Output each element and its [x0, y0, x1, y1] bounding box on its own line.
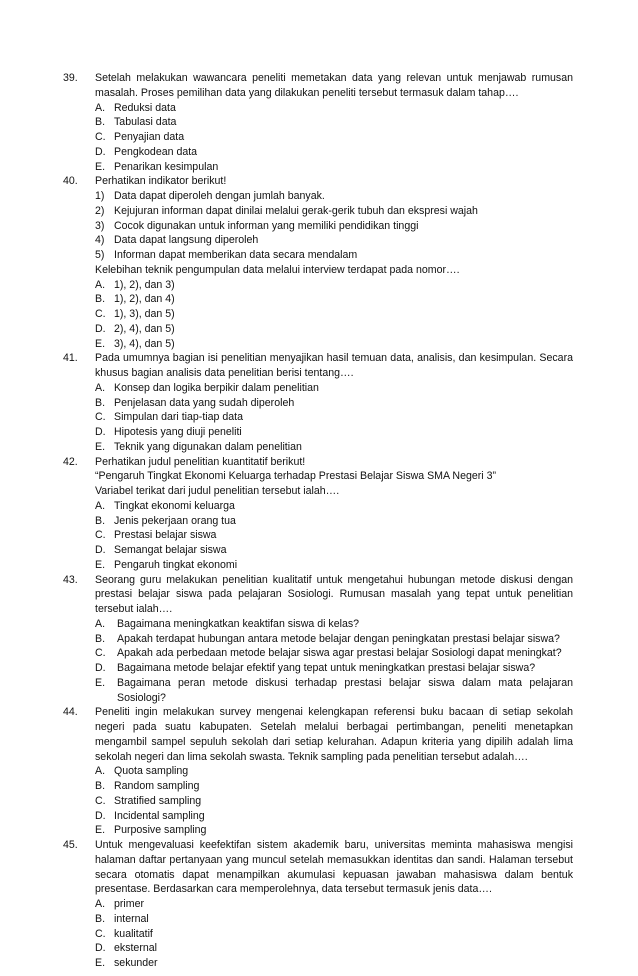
- question-39: [63, 71, 573, 174]
- question-42: [63, 455, 573, 573]
- question-prompt: Variabel terikat dari judul penelitian tersebut ialah….: [95, 485, 340, 497]
- question-number: 45.: [63, 839, 78, 851]
- option-c: C. Apakah ada perbedaan metode belajar siswa agar prestasi belajar Sosiologi dapat meningkat?: [95, 647, 562, 660]
- question-number: 42.: [63, 455, 78, 468]
- option-d: D. Incidental sampling: [95, 809, 205, 822]
- question-text: Pada umumnya bagian isi penelitian menyajikan hasil temuan data, analisis, dan kesimpulan. Secara khusus bagian analisis data penelitian berisi tentang….: [95, 352, 573, 379]
- research-title-quote: “Pengaruh Tingkat Ekonomi Keluarga terhadap Prestasi Belajar Siswa SMA Negeri 3”: [95, 470, 497, 483]
- option-b: B. 1), 2), dan 4): [95, 293, 175, 306]
- option-c: C. Simpulan dari tiap-tiap data: [95, 411, 243, 424]
- question-41: [63, 351, 573, 454]
- option-c: C. Prestasi belajar siswa: [95, 529, 217, 542]
- question-text: Perhatikan indikator berikut!: [95, 175, 227, 188]
- indicator-item: 2) Kejujuran informan dapat dinilai melalui gerak-gerik tubuh dan ekspresi wajah: [95, 204, 478, 217]
- option-b: B. Apakah terdapat hubungan antara metode belajar dengan peningkatan prestasi belajar siswa?: [95, 632, 560, 645]
- indicator-item: 5) Informan dapat memberikan data secara mendalam: [95, 249, 358, 261]
- option-d: D. Hipotesis yang diuji peneliti: [95, 426, 242, 438]
- question-text: Peneliti ingin melakukan survey mengenai kelengkapan referensi buku bacaan di setiap sekolah negeri pada suatu kabupaten. Setelah melalui berbagai pertimbangan, peneliti menetapkan mengambil sampel sepuluh sekolah dari setiap kelurahan. Adapun kriteria yang dipilih adalah lima sekolah negeri dan lima sekolah swasta. Teknik sampling pada penelitian tersebut adalah….: [95, 706, 573, 763]
- option-a: A. Tingkat ekonomi keluarga: [95, 499, 235, 512]
- option-a: A. primer: [95, 898, 145, 910]
- question-number: 40.: [63, 175, 78, 188]
- option-a: A. Reduksi data: [95, 101, 176, 114]
- option-c: C. Penyajian data: [95, 131, 185, 143]
- question-40: [63, 174, 573, 351]
- option-b: B. internal: [95, 912, 149, 925]
- option-c: C. Stratified sampling: [95, 794, 202, 807]
- option-d: D. Semangat belajar siswa: [95, 544, 227, 556]
- question-list: [63, 71, 573, 971]
- option-e: E. 3), 4), dan 5): [95, 337, 175, 350]
- option-b: B. Random sampling: [95, 780, 200, 792]
- option-e: E. Teknik yang digunakan dalam penelitian: [95, 440, 302, 453]
- option-a: A. 1), 2), dan 3): [95, 278, 175, 291]
- option-a: A. Bagaimana meningkatkan keaktifan siswa di kelas?: [95, 617, 360, 630]
- option-b: B. Penjelasan data yang sudah diperoleh: [95, 396, 295, 409]
- question-text: Seorang guru melakukan penelitian kualitatif untuk mengetahui hubungan metode diskusi dengan prestasi belajar siswa pada pelajaran Sosiologi. Rumusan masalah yang tepat untuk penelitian tersebut ialah….: [95, 573, 573, 615]
- question-text: Untuk mengevaluasi keefektifan sistem akademik baru, universitas meminta mahasiswa mengisi halaman daftar pertanyaan yang muncul setelah memasukkan identitas dan sandi. Halaman tersebut secara otomatis dapat menampilkan akumulasi kepuasan jawaban mahasiswa dalam bentuk presentase. Berdasarkan cara memperolehnya, data tersebut termasuk jenis data….: [95, 839, 573, 896]
- question-44: [63, 705, 573, 838]
- option-d: D. Bagaimana metode belajar efektif yang tepat untuk meningkatkan prestasi belajar siswa?: [95, 662, 536, 674]
- question-number: 44.: [63, 706, 78, 719]
- option-d: D. Pengkodean data: [95, 145, 198, 158]
- option-e: E. Pengaruh tingkat ekonomi: [95, 558, 238, 571]
- question-prompt: Kelebihan teknik pengumpulan data melalui interview terdapat pada nomor….: [95, 263, 460, 276]
- option-e: E. sekunder: [95, 957, 158, 969]
- question-number: 41.: [63, 352, 78, 365]
- option-c: C. 1), 3), dan 5): [95, 308, 175, 320]
- question-number: 43.: [63, 573, 78, 586]
- option-c: C. kualitatif: [95, 927, 153, 940]
- question-text: Setelah melakukan wawancara peneliti memetakan data yang relevan untuk menjawab rumusan masalah. Proses pemilihan data yang dilakukan peneliti tersebut termasuk dalam tahap….: [95, 72, 573, 99]
- option-d: D. 2), 4), dan 5): [95, 322, 175, 335]
- question-number: 39.: [63, 72, 78, 84]
- question-text: Perhatikan judul penelitian kuantitatif berikut!: [95, 455, 306, 468]
- question-45: [63, 838, 573, 971]
- option-b: B. Jenis pekerjaan orang tua: [95, 514, 236, 527]
- option-d: D. eksternal: [95, 942, 157, 955]
- option-b: B. Tabulasi data: [95, 116, 177, 129]
- indicator-item: 3) Cocok digunakan untuk informan yang memiliki pendidikan tinggi: [95, 219, 419, 232]
- question-43: [63, 573, 573, 706]
- option-e: E. Penarikan kesimpulan: [95, 160, 219, 173]
- option-a: A. Quota sampling: [95, 765, 189, 778]
- indicator-item: 4) Data dapat langsung diperoleh: [95, 234, 259, 247]
- option-e: E. Bagaimana peran metode diskusi terhadap prestasi belajar siswa dalam mata pelajaran Sosiologi?: [95, 676, 573, 704]
- indicator-item: 1) Data dapat diperoleh dengan jumlah banyak.: [95, 190, 325, 202]
- option-e: E. Purposive sampling: [95, 824, 207, 837]
- option-a: A. Konsep dan logika berpikir dalam penelitian: [95, 381, 319, 394]
